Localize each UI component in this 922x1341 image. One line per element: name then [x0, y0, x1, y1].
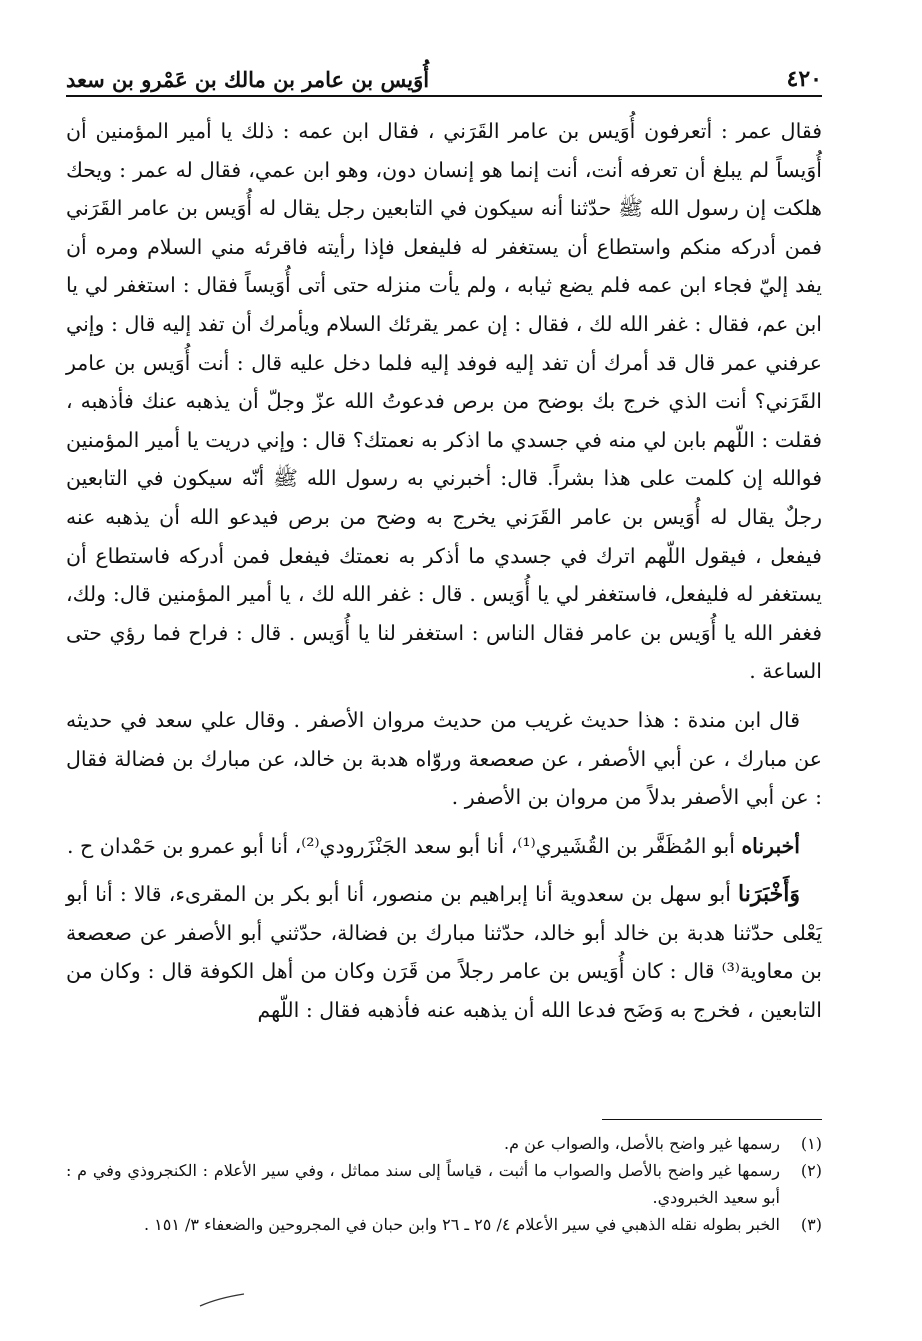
- footnote-2: [66, 1157, 822, 1211]
- footnote-1: [66, 1130, 822, 1157]
- paragraph-4: [66, 875, 822, 1029]
- footnote-number: (٣): [800, 1215, 822, 1234]
- paragraph-2: [66, 701, 822, 817]
- paragraph-4-lead: وَأَخْبَرَنا: [738, 881, 800, 908]
- footnote-text: رسمها غير واضح بالأصل، والصواب عن م.: [504, 1134, 780, 1153]
- footnote-text: الخبر بطوله نقله الذهبي في سير الأعلام ٤/ ٢٥ ـ ٢٦ وابن حبان في المجروحين والضعفاء ٣/ ١٥١ .: [143, 1215, 780, 1234]
- paragraph-3: [66, 827, 822, 866]
- footnotes: [66, 1130, 822, 1238]
- pen-stroke-mark: [198, 1290, 248, 1310]
- paragraph-1-text: فقال عمر : أتعرفون أُوَيس بن عامر القَرَني ، فقال ابن عمه : ذلك يا أمير المؤمنين أن أُوَيساً لم يبلغ أن تعرفه أنت، أنت إنما هو إنسان دون، وهو ابن عمي، فقال له عمر : ويحك هلكت إن رسول الله ﷺ حدّثنا أنه سيكون في التابعين رجل يقال له أُوَيس بن عامر القَرَني فمن أدركه منكم واستطاع أن يستغفر له فليفعل فإذا رأيته فاقرئه مني السلام ومره أن يفد إليّ فجاء ابن عمه فلم يضع ثيابه ، ولم يأت منزله حتى أتى أُوَيساً فقال : استغفر لي يا ابن عم، فقال : غفر الله لك ، فقال : إن عمر يقرئك السلام ويأمرك أن تفد إليه قال : وإني عرفني عمر قال قد أمرك أن تفد إليه فوفد إليه فلما دخل عليه قال : أنت أُوَيس بن عامر القَرَني؟ أنت الذي خرج بك بوضح من برص فدعوتُ الله عزّ وجلّ أن يذهبه عنك فأذهبه ، فقلت : اللّهم بابن لي منه في جسدي ما اذكر به نعمتك؟ قال : وإني دريت يا أمير المؤمنين فوالله إن كلمت على هذا بشراً. قال: أخبرني به رسول الله ﷺ أنّه سيكون في التابعين رجلٌ يقال له أُوَيس بن عامر القَرَني يخرج به وضح من برص فيدعو الله أن يذهبه عنه فيفعل ، فيقول اللّهم اترك في جسدي ما أذكر به نعمتك فيفعل فمن أدركه فاستطاع أن يستغفر له فليفعل، فاستغفر لي يا أُوَيس . قال : غفر الله لك ، يا أمير المؤمنين قال: ولك، فغفر الله يا أُوَيس بن عامر فقال الناس : استغفر لنا يا أُوَيس . قال : فراح فما رؤي حتى الساعة .: [66, 119, 822, 684]
- footnote-text: رسمها غير واضح بالأصل والصواب ما أثبت ، قياساً إلى سند مماثل ، وفي سير الأعلام : الكنجروذي وفي م : أبو سعيد الخبرودي.: [66, 1161, 780, 1207]
- page-header: [66, 56, 822, 92]
- page-number: ٤٢٠: [786, 66, 822, 92]
- paragraph-2-text: قال ابن مندة : هذا حديث غريب من حديث مروان الأصفر . وقال علي سعد في حديثه عن مبارك ، عن أبي الأصفر ، عن صعصعة وروّاه هدبة بن خالد، عن مبارك بن فضالة فقال : عن أبي الأصفر بدلاً من مروان بن الأصفر .: [66, 707, 822, 810]
- paragraph-3-lead: أخبرناه: [741, 833, 800, 858]
- header-rule: [66, 95, 822, 97]
- footnote-3: [66, 1211, 822, 1238]
- footnote-number: (٢): [800, 1161, 822, 1180]
- paragraph-3-text: أبو المُظَفَّر بن القُشَيري⁽¹⁾، أنا أبو سعد الجَنْزَرودي⁽²⁾، أنا أبو عمرو بن حَمْدان ح .: [66, 833, 742, 858]
- footnote-number: (١): [800, 1134, 822, 1153]
- footnote-rule: [602, 1119, 822, 1120]
- paragraph-4-text: أبو سهل بن سعدوية أنا إبراهيم بن منصور، أنا أبو بكر بن المقرىء، قالا : أنا أبو يَعْلى حدّثنا هدبة بن خالد أبو خالد، حدّثنا مبارك بن فضالة، حدّثني أبو الأصفر عن صعصعة بن معاوية⁽³⁾ قال : كان أُوَيس بن عامر رجلاً من قَرَن وكان من أهل الكوفة قال : وكان من التابعين ، فخرج به وَضَح فدعا الله أن يذهبه عنه فأذهبه فقال : اللّهم: [66, 882, 823, 1023]
- main-text: [66, 112, 822, 1030]
- paragraph-1: [66, 112, 822, 691]
- running-title: أُوَيس بن عامر بن مالك بن عَمْرو بن سعد: [66, 67, 430, 92]
